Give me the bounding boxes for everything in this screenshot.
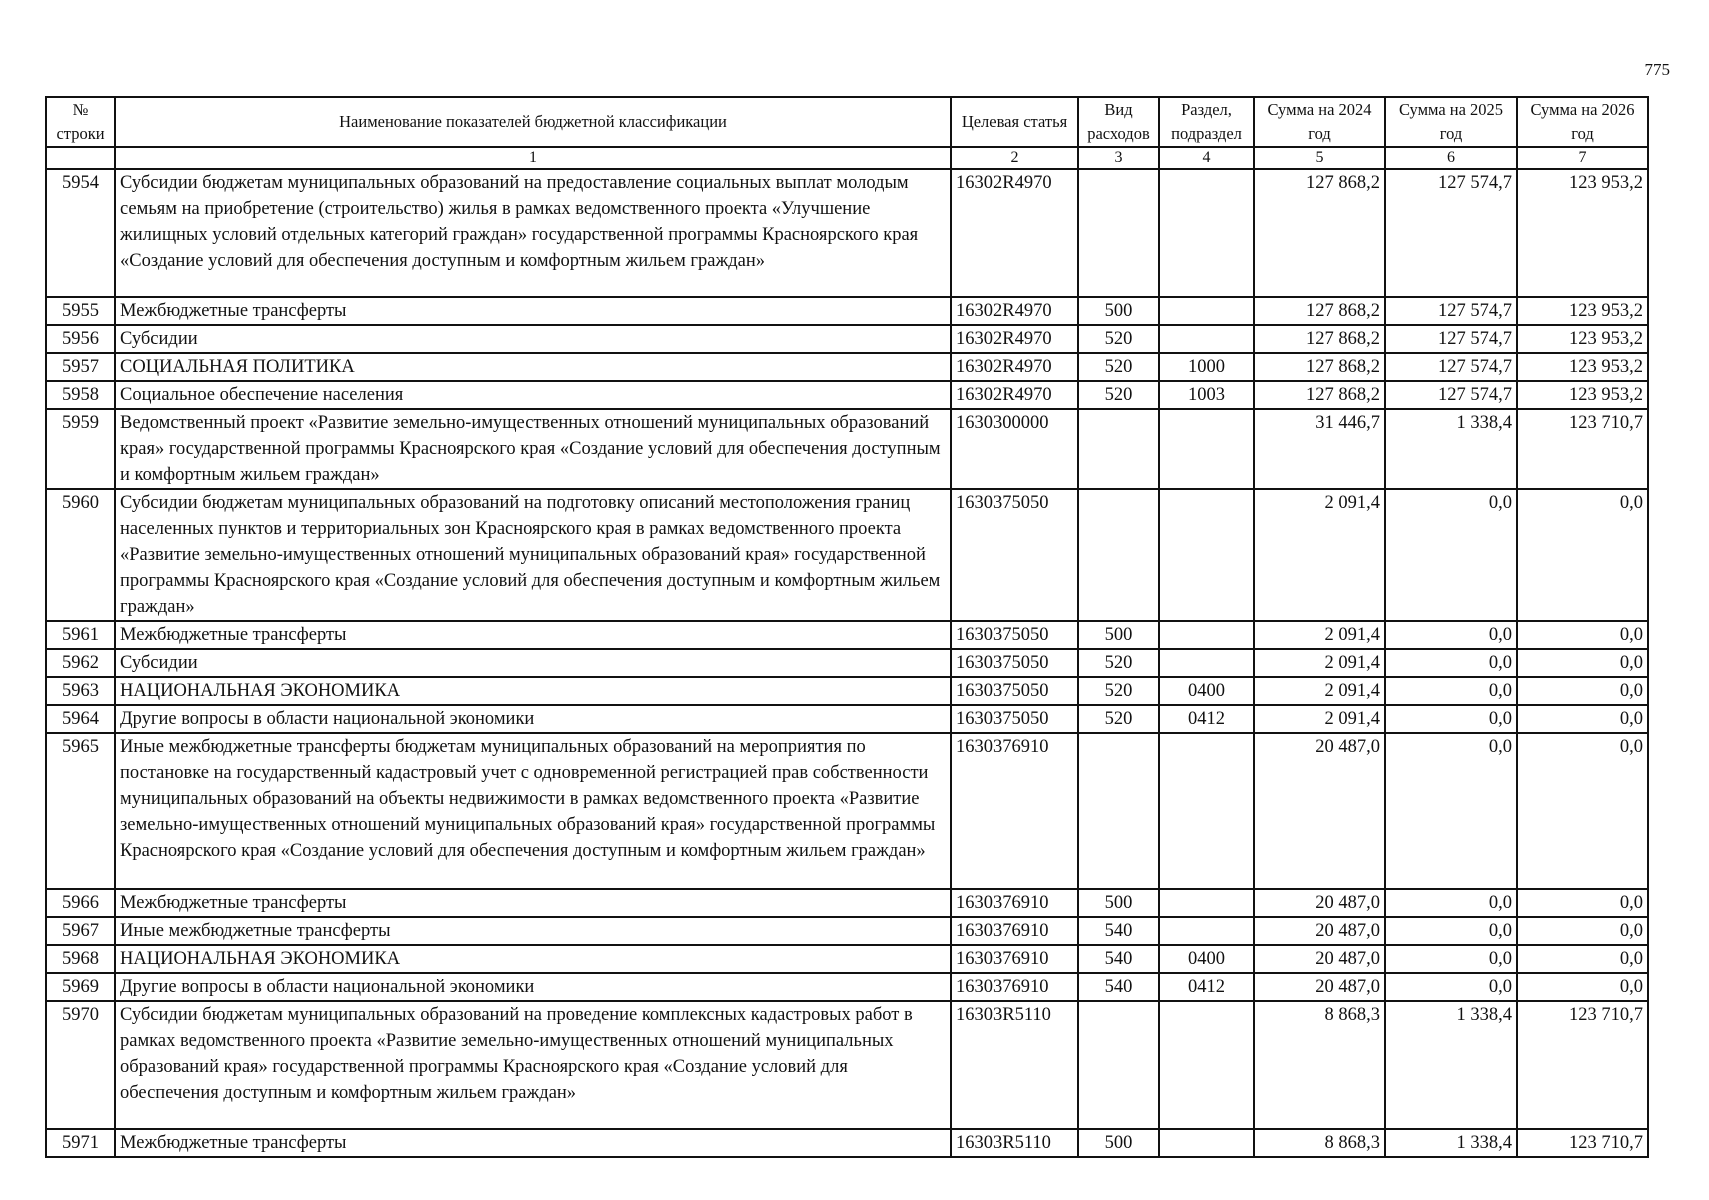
row-sum-2026: 0,0	[1517, 705, 1648, 733]
row-sum-2025: 127 574,7	[1385, 297, 1517, 325]
row-number: 5968	[46, 945, 115, 973]
table-row	[46, 945, 1648, 973]
column-number: 3	[1078, 147, 1159, 169]
table-row	[46, 973, 1648, 1001]
row-sum-2026: 123 710,7	[1517, 409, 1648, 489]
row-number: 5954	[46, 169, 115, 297]
row-expense-type	[1078, 169, 1159, 297]
row-sum-2024: 127 868,2	[1254, 297, 1385, 325]
row-sum-2026: 0,0	[1517, 973, 1648, 1001]
header-target-article: Целевая статья	[951, 97, 1078, 147]
table-row	[46, 297, 1648, 325]
row-sum-2026: 0,0	[1517, 917, 1648, 945]
row-number: 5966	[46, 889, 115, 917]
row-target-article: 1630376910	[951, 733, 1078, 889]
table-row	[46, 353, 1648, 381]
column-number: 2	[951, 147, 1078, 169]
table-row	[46, 169, 1648, 297]
row-sum-2024: 2 091,4	[1254, 705, 1385, 733]
row-sum-2026: 0,0	[1517, 889, 1648, 917]
table-row	[46, 917, 1648, 945]
row-name: НАЦИОНАЛЬНАЯ ЭКОНОМИКА	[115, 677, 951, 705]
row-name: Межбюджетные трансферты	[115, 889, 951, 917]
row-section	[1159, 1001, 1254, 1129]
row-sum-2025: 127 574,7	[1385, 325, 1517, 353]
row-section	[1159, 621, 1254, 649]
row-expense-type: 540	[1078, 917, 1159, 945]
row-section: 0400	[1159, 945, 1254, 973]
row-number: 5971	[46, 1129, 115, 1157]
header-sum-2026: Сумма на 2026 год	[1517, 97, 1648, 147]
row-target-article: 1630300000	[951, 409, 1078, 489]
table-row	[46, 733, 1648, 889]
row-sum-2025: 0,0	[1385, 621, 1517, 649]
row-sum-2026: 123 953,2	[1517, 325, 1648, 353]
row-section: 0412	[1159, 973, 1254, 1001]
row-sum-2024: 127 868,2	[1254, 325, 1385, 353]
row-target-article: 1630375050	[951, 621, 1078, 649]
row-number: 5963	[46, 677, 115, 705]
table-row	[46, 381, 1648, 409]
row-name: Иные межбюджетные трансферты	[115, 917, 951, 945]
row-expense-type	[1078, 409, 1159, 489]
budget-table	[45, 96, 1649, 1158]
row-sum-2026: 123 953,2	[1517, 169, 1648, 297]
row-sum-2024: 2 091,4	[1254, 621, 1385, 649]
row-number: 5957	[46, 353, 115, 381]
row-sum-2024: 8 868,3	[1254, 1129, 1385, 1157]
row-name: Субсидии бюджетам муниципальных образований на подготовку описаний местоположения границ населенных пунктов и территориальных зон Красноярского края в рамках ведомственного проекта «Развитие земельно-имущественных отношений муниципальных образований края» государственной программы Красноярского края «Создание условий для обеспечения доступным и комфортным жильем граждан»	[115, 489, 951, 621]
row-sum-2026: 123 953,2	[1517, 353, 1648, 381]
row-sum-2025: 127 574,7	[1385, 381, 1517, 409]
row-section	[1159, 409, 1254, 489]
row-name: СОЦИАЛЬНАЯ ПОЛИТИКА	[115, 353, 951, 381]
row-name: Межбюджетные трансферты	[115, 297, 951, 325]
row-sum-2025: 0,0	[1385, 705, 1517, 733]
row-target-article: 16302R4970	[951, 297, 1078, 325]
row-expense-type: 520	[1078, 325, 1159, 353]
header-section: Раздел, подраздел	[1159, 97, 1254, 147]
row-sum-2025: 0,0	[1385, 489, 1517, 621]
row-expense-type: 540	[1078, 973, 1159, 1001]
row-name: Иные межбюджетные трансферты бюджетам муниципальных образований на мероприятия по постановке на государственный кадастровый учет с одновременной регистрацией прав собственности муниципальных образований на объекты недвижимости в рамках ведомственного проекта «Развитие земельно-имущественных отношений муниципальных образований края» государственной программы Красноярского края «Создание условий для обеспечения доступным и комфортным жильем граждан»	[115, 733, 951, 889]
row-expense-type: 540	[1078, 945, 1159, 973]
table-row	[46, 705, 1648, 733]
row-sum-2024: 127 868,2	[1254, 353, 1385, 381]
row-sum-2024: 127 868,2	[1254, 381, 1385, 409]
row-number: 5961	[46, 621, 115, 649]
row-name: Другие вопросы в области национальной экономики	[115, 705, 951, 733]
row-sum-2026: 123 710,7	[1517, 1001, 1648, 1129]
row-target-article: 1630376910	[951, 917, 1078, 945]
row-sum-2025: 1 338,4	[1385, 409, 1517, 489]
row-section: 1003	[1159, 381, 1254, 409]
header-row-no: № строки	[46, 97, 115, 147]
row-name: Межбюджетные трансферты	[115, 621, 951, 649]
table-row	[46, 649, 1648, 677]
row-name: Субсидии	[115, 649, 951, 677]
row-section	[1159, 169, 1254, 297]
row-expense-type: 500	[1078, 1129, 1159, 1157]
row-section	[1159, 649, 1254, 677]
row-sum-2024: 20 487,0	[1254, 889, 1385, 917]
table-row	[46, 677, 1648, 705]
row-section	[1159, 917, 1254, 945]
row-sum-2025: 0,0	[1385, 677, 1517, 705]
row-expense-type: 520	[1078, 705, 1159, 733]
row-name: Субсидии бюджетам муниципальных образований на проведение комплексных кадастровых работ в рамках ведомственного проекта «Развитие земельно-имущественных отношений муниципальных образований края» государственной программы Красноярского края «Создание условий для обеспечения доступным и комфортным жильем граждан»	[115, 1001, 951, 1129]
header-sum-2024: Сумма на 2024 год	[1254, 97, 1385, 147]
row-expense-type	[1078, 1001, 1159, 1129]
row-number: 5960	[46, 489, 115, 621]
row-target-article: 16302R4970	[951, 325, 1078, 353]
row-name: Межбюджетные трансферты	[115, 1129, 951, 1157]
row-expense-type	[1078, 733, 1159, 889]
row-name: Субсидии	[115, 325, 951, 353]
row-section: 1000	[1159, 353, 1254, 381]
row-expense-type: 500	[1078, 297, 1159, 325]
header-sum-2025: Сумма на 2025 год	[1385, 97, 1517, 147]
row-section: 0400	[1159, 677, 1254, 705]
row-section: 0412	[1159, 705, 1254, 733]
row-target-article: 16302R4970	[951, 381, 1078, 409]
column-number: 5	[1254, 147, 1385, 169]
table-row	[46, 621, 1648, 649]
row-sum-2024: 2 091,4	[1254, 489, 1385, 621]
row-sum-2025: 0,0	[1385, 889, 1517, 917]
row-section	[1159, 489, 1254, 621]
table-row	[46, 889, 1648, 917]
row-sum-2024: 20 487,0	[1254, 945, 1385, 973]
row-section	[1159, 297, 1254, 325]
row-sum-2025: 0,0	[1385, 649, 1517, 677]
row-target-article: 16303R5110	[951, 1129, 1078, 1157]
row-number: 5962	[46, 649, 115, 677]
row-sum-2026: 0,0	[1517, 621, 1648, 649]
row-section	[1159, 733, 1254, 889]
row-expense-type: 500	[1078, 621, 1159, 649]
row-target-article: 1630376910	[951, 973, 1078, 1001]
row-sum-2025: 0,0	[1385, 973, 1517, 1001]
table-row	[46, 1001, 1648, 1129]
row-sum-2025: 127 574,7	[1385, 169, 1517, 297]
row-section	[1159, 325, 1254, 353]
row-name: Другие вопросы в области национальной экономики	[115, 973, 951, 1001]
row-sum-2024: 20 487,0	[1254, 733, 1385, 889]
row-sum-2026: 0,0	[1517, 489, 1648, 621]
row-sum-2026: 0,0	[1517, 733, 1648, 889]
row-sum-2026: 123 953,2	[1517, 381, 1648, 409]
row-sum-2024: 20 487,0	[1254, 973, 1385, 1001]
row-expense-type	[1078, 489, 1159, 621]
row-sum-2025: 0,0	[1385, 917, 1517, 945]
column-number: 6	[1385, 147, 1517, 169]
column-number: 4	[1159, 147, 1254, 169]
row-target-article: 16303R5110	[951, 1001, 1078, 1129]
row-number: 5970	[46, 1001, 115, 1129]
row-expense-type: 520	[1078, 353, 1159, 381]
row-sum-2024: 2 091,4	[1254, 677, 1385, 705]
row-name: Субсидии бюджетам муниципальных образований на предоставление социальных выплат молодым семьям на приобретение (строительство) жилья в рамках ведомственного проекта «Улучшение жилищных условий отдельных категорий граждан» государственной программы Красноярского края «Создание условий для обеспечения доступным и комфортным жильем граждан»	[115, 169, 951, 297]
row-sum-2024: 8 868,3	[1254, 1001, 1385, 1129]
row-sum-2026: 123 953,2	[1517, 297, 1648, 325]
row-name: Социальное обеспечение населения	[115, 381, 951, 409]
row-section	[1159, 1129, 1254, 1157]
row-name: НАЦИОНАЛЬНАЯ ЭКОНОМИКА	[115, 945, 951, 973]
row-target-article: 16302R4970	[951, 353, 1078, 381]
row-sum-2025: 1 338,4	[1385, 1001, 1517, 1129]
row-target-article: 1630375050	[951, 677, 1078, 705]
row-target-article: 1630375050	[951, 489, 1078, 621]
row-target-article: 1630375050	[951, 649, 1078, 677]
row-sum-2024: 31 446,7	[1254, 409, 1385, 489]
row-target-article: 1630375050	[951, 705, 1078, 733]
row-sum-2026: 0,0	[1517, 945, 1648, 973]
row-target-article: 1630376910	[951, 945, 1078, 973]
table-body	[46, 169, 1648, 1157]
table-row	[46, 1129, 1648, 1157]
row-name: Ведомственный проект «Развитие земельно-имущественных отношений муниципальных образований края» государственной программы Красноярского края «Создание условий для обеспечения доступным и комфортным жильем граждан»	[115, 409, 951, 489]
page-number: 775	[1644, 60, 1670, 79]
row-sum-2024: 20 487,0	[1254, 917, 1385, 945]
row-number: 5965	[46, 733, 115, 889]
column-number-row	[46, 147, 1648, 169]
row-number: 5964	[46, 705, 115, 733]
row-target-article: 1630376910	[951, 889, 1078, 917]
row-number: 5955	[46, 297, 115, 325]
table-row	[46, 325, 1648, 353]
row-sum-2025: 1 338,4	[1385, 1129, 1517, 1157]
row-target-article: 16302R4970	[951, 169, 1078, 297]
row-sum-2024: 2 091,4	[1254, 649, 1385, 677]
row-expense-type: 520	[1078, 649, 1159, 677]
column-number: 1	[115, 147, 951, 169]
row-expense-type: 500	[1078, 889, 1159, 917]
row-number: 5958	[46, 381, 115, 409]
row-sum-2026: 0,0	[1517, 677, 1648, 705]
row-number: 5969	[46, 973, 115, 1001]
row-number: 5967	[46, 917, 115, 945]
column-number: 7	[1517, 147, 1648, 169]
row-sum-2026: 123 710,7	[1517, 1129, 1648, 1157]
table-row	[46, 409, 1648, 489]
column-number-empty	[46, 147, 115, 169]
row-sum-2025: 0,0	[1385, 945, 1517, 973]
row-section	[1159, 889, 1254, 917]
row-expense-type: 520	[1078, 381, 1159, 409]
row-sum-2025: 127 574,7	[1385, 353, 1517, 381]
header-expense-type: Вид расходов	[1078, 97, 1159, 147]
row-number: 5956	[46, 325, 115, 353]
row-sum-2025: 0,0	[1385, 733, 1517, 889]
row-number: 5959	[46, 409, 115, 489]
table-row	[46, 489, 1648, 621]
row-expense-type: 520	[1078, 677, 1159, 705]
row-sum-2026: 0,0	[1517, 649, 1648, 677]
table-header-row	[46, 97, 1648, 147]
row-sum-2024: 127 868,2	[1254, 169, 1385, 297]
header-name: Наименование показателей бюджетной классификации	[115, 97, 951, 147]
